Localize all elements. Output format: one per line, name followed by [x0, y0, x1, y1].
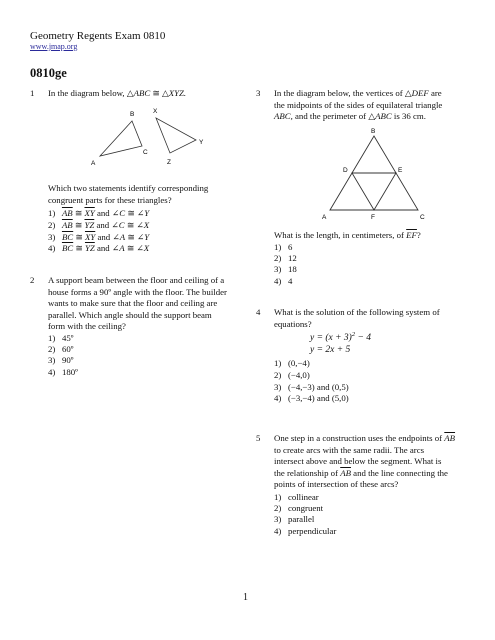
label-d: D: [343, 167, 348, 174]
site-link[interactable]: www.jmap.org: [30, 42, 78, 51]
question-3-prompt: What is the length, in centimeters, of $\overline{EF}$?: [274, 230, 421, 240]
triangle-icon: △: [368, 111, 376, 122]
choice-1[interactable]: 1) 6: [274, 242, 293, 252]
choice-3[interactable]: 3) parallel: [274, 514, 315, 525]
choice-1[interactable]: 1) collinear: [274, 492, 319, 502]
question-1-choices: [48, 208, 149, 255]
page-number: 1: [243, 592, 248, 603]
equilateral-triangle-diagram: [318, 126, 432, 220]
choice-2[interactable]: 2) (−4,0): [274, 369, 310, 380]
question-number: 2: [30, 275, 35, 285]
label-c: C: [143, 149, 148, 156]
label-z: Z: [167, 159, 171, 166]
stem-line: A support beam between the floor and ceiling of a: [48, 275, 225, 285]
stem-line: wants to make sure that the floor and ceiling are: [48, 298, 218, 309]
choice-2[interactable]: 2) 12: [274, 253, 297, 264]
choice-3[interactable]: 3) (−4,−3) and (0,5): [274, 381, 349, 392]
question-number: 5: [256, 433, 261, 443]
question-stem: In the diagram below, the vertices of △DEF are the midpoints of the sides of equilateral triangle ABC, and the perimeter of △ABC is 36 cm.: [274, 88, 443, 122]
stem-line: house forms a 90º angle with the floor. The builder: [48, 286, 227, 297]
choice-3[interactable]: 3) 18: [274, 264, 297, 275]
question-5-choices: [274, 492, 336, 537]
equation-2: y = 2x + 5: [310, 345, 351, 355]
stem-line: form with the ceiling?: [48, 321, 126, 332]
question-4-choices: [274, 358, 349, 405]
choice-1[interactable]: 1) (0,−4): [274, 358, 310, 368]
question-5: [256, 433, 481, 493]
congruent-triangles-diagram: [82, 104, 232, 166]
label-a: A: [322, 214, 327, 220]
prompt-line: Which two statements identify corresponding: [48, 183, 209, 193]
question-stem: What is the solution of the following system of equations?: [274, 307, 440, 329]
choice-3[interactable]: 3) $\overline{BC}$ ≅ $\overline{XY}$ and ∠A ≅ ∠Y: [48, 231, 150, 242]
label-x: X: [153, 108, 158, 115]
choice-1[interactable]: 1) 45º: [48, 333, 74, 343]
choice-3[interactable]: 3) 90º: [48, 355, 74, 366]
triangle-abc-shape: [100, 121, 142, 156]
exam-title: Geometry Regents Exam 0810: [30, 30, 166, 42]
label-b: B: [130, 111, 135, 118]
choice-2[interactable]: 2) 60º: [48, 344, 74, 355]
label-e: E: [398, 167, 403, 174]
label-f: F: [371, 214, 375, 220]
choice-4[interactable]: 4) perpendicular: [274, 525, 337, 536]
triangle-xyz: XYZ.: [168, 88, 187, 98]
prompt-line: congruent parts for these triangles?: [48, 194, 172, 205]
question-number: 4: [256, 307, 261, 317]
triangle-icon: △: [162, 88, 169, 98]
triangle-def-inner: [352, 173, 396, 210]
congruent-symbol: ≅: [152, 88, 160, 98]
question-2-choices: [48, 333, 78, 378]
choice-4[interactable]: 4) (−3,−4) and (5,0): [274, 393, 349, 404]
choice-4[interactable]: 4) 180º: [48, 366, 78, 377]
stem-text: In the diagram below,: [48, 88, 125, 98]
triangle-abc: ABC: [133, 88, 151, 98]
question-number: 3: [256, 88, 261, 98]
triangle-icon: △: [126, 88, 134, 98]
choice-4[interactable]: 4) $\overline{BC}$ ≅ $\overline{YZ}$ and ∠A ≅ ∠X: [48, 243, 150, 254]
question-3-choices: [274, 242, 297, 287]
question-stem: [48, 88, 186, 100]
triangle-xyz-shape: [156, 118, 196, 153]
question-stem: One step in a construction uses the endpoints of $\overline{AB}$ to create arcs with the same radii. The arcs intersect above and below the segment. What is the relationship of $\overline{AB}$ and the line connecting the points of intersection of these arcs?: [274, 433, 456, 490]
choice-1[interactable]: 1) $\overline{AB}$ ≅ $\overline{XY}$ and ∠C ≅ ∠Y: [48, 208, 150, 218]
stem-line: parallel. Which angle should the support beam: [48, 309, 212, 320]
label-c: C: [420, 214, 425, 220]
label-y: Y: [199, 139, 204, 146]
label-b: B: [371, 128, 376, 135]
question-1-prompt: [48, 183, 208, 206]
equation-1: $y = (x + 3)^2 - 4$: [310, 331, 372, 344]
label-a: A: [91, 160, 96, 166]
triangle-icon: △: [404, 88, 412, 98]
question-stem: [48, 275, 227, 333]
question-number: 1: [30, 88, 35, 98]
exam-code: 0810ge: [30, 66, 67, 80]
choice-4[interactable]: 4) 4: [274, 275, 293, 286]
choice-2[interactable]: 2) $\overline{AB}$ ≅ $\overline{YZ}$ and ∠C ≅ ∠X: [48, 219, 150, 230]
choice-2[interactable]: 2) congruent: [274, 503, 324, 514]
question-3: [256, 88, 476, 128]
